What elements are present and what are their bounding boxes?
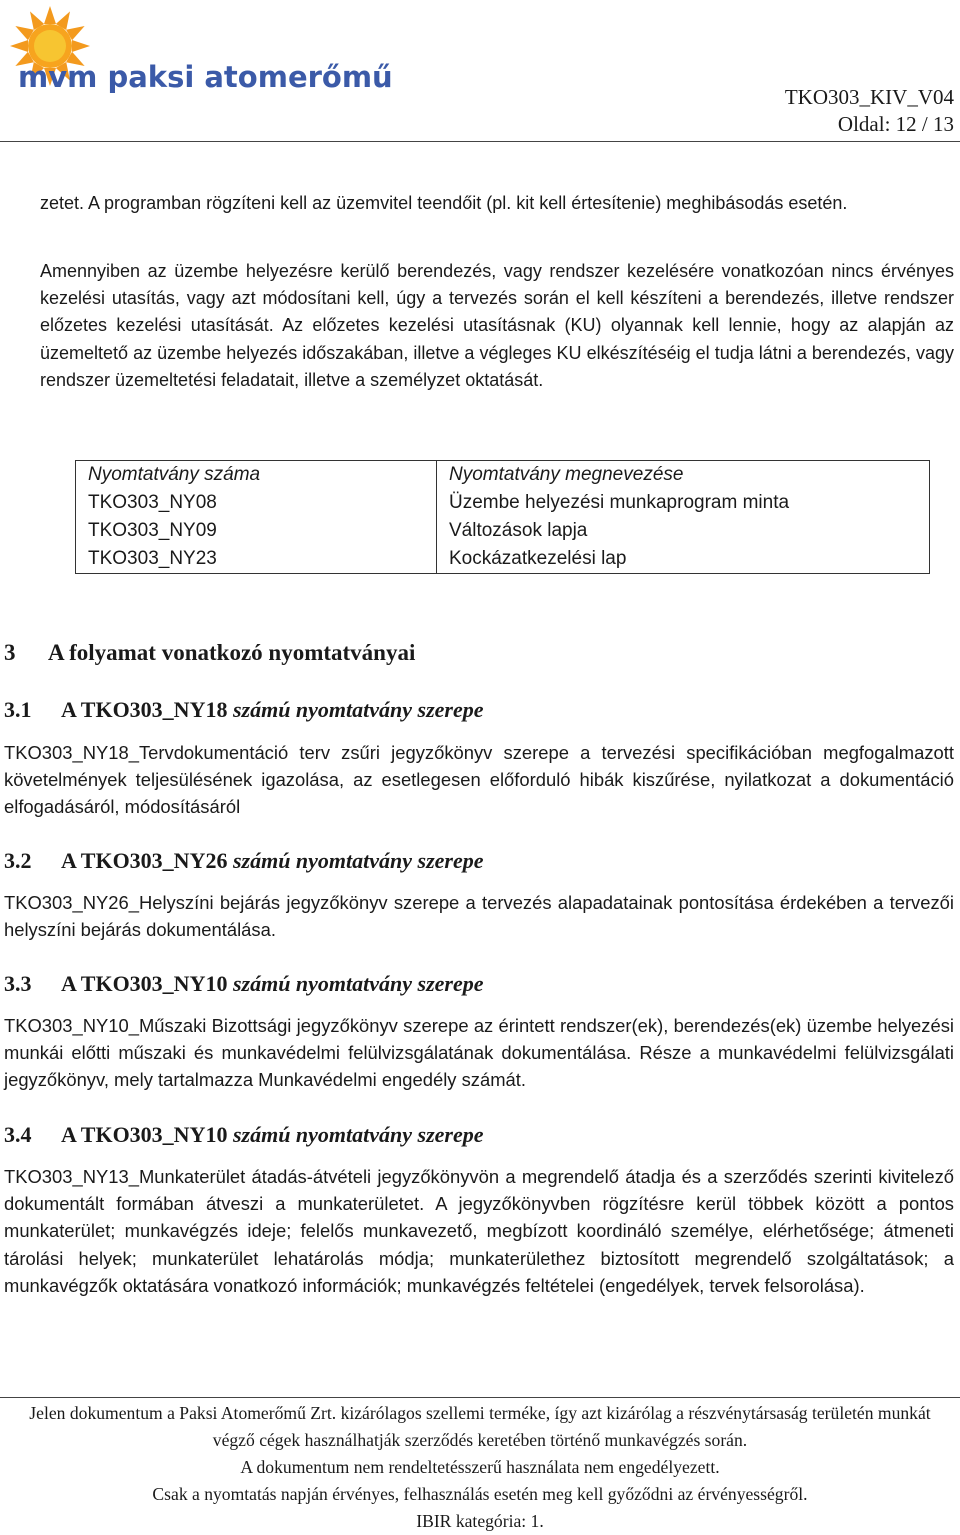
subsection-heading	[4, 1122, 484, 1148]
subsection-title: A TKO303_NY18	[61, 697, 228, 722]
section-heading	[4, 640, 415, 666]
table-row	[76, 489, 930, 517]
footer-usage-notice: A dokumentum nem rendeltetésszerű használata nem engedélyezett.	[240, 1457, 720, 1477]
subsection-title-italic: számú nyomtatvány szerepe	[232, 971, 484, 996]
form-name-cell: Üzembe helyezési munkaprogram minta	[437, 489, 930, 517]
subsection-title-italic: számú nyomtatvány szerepe	[232, 848, 484, 873]
section-number: 3	[4, 640, 16, 665]
subsection-title: A TKO303_NY10	[61, 1122, 228, 1147]
subsection-number: 3.1	[4, 697, 32, 722]
page-number: Oldal: 12 / 13	[837, 112, 954, 136]
subsection-title: A TKO303_NY10	[61, 971, 228, 996]
forms-table	[75, 460, 930, 574]
subsection-text: TKO303_NY18_Tervdokumentáció terv zsűri jegyzőkönyv szerepe a tervezési specifikációban megfogalmazott követelmények teljesülésének igazolása, az esetlegesen előforduló hibák kiszűrése, nyilatkozat a dokumentáció elfogadásáról, módosításáról	[4, 742, 954, 818]
subsection-heading	[4, 971, 484, 997]
subsection-title-italic: számú nyomtatvány szerepe	[232, 697, 484, 722]
subsection-text: TKO303_NY26_Helyszíni bejárás jegyzőkönyv szerepe a tervezés alapadatainak pontosítása érdekében a tervezői helyszíni bejárás dokumentálása.	[4, 892, 954, 941]
page-footer	[0, 1400, 960, 1535]
logo-prefix: mvm	[18, 60, 98, 94]
header-divider	[0, 141, 960, 142]
subsection-title: A TKO303_NY26	[61, 848, 228, 873]
company-logo	[4, 4, 393, 100]
table-row	[76, 517, 930, 545]
logo-name: paksi atomerőmű	[107, 60, 393, 94]
subsection-heading	[4, 697, 484, 723]
section-title: A folyamat vonatkozó nyomtatványai	[48, 640, 416, 665]
table-row	[76, 545, 930, 574]
footer-category: IBIR kategória: 1.	[416, 1511, 544, 1531]
table-header-cell: Nyomtatvány száma	[76, 461, 437, 490]
subsection-heading	[4, 848, 484, 874]
form-number-cell: TKO303_NY09	[76, 517, 437, 545]
table-header-row	[76, 461, 930, 490]
logo-wordmark	[18, 60, 393, 94]
subsection-text: TKO303_NY13_Munkaterület átadás-átvételi jegyzőkönyvön a megrendelő átadja és a szerződés szerinti kivitelező dokumentált formában átveszi a munkaterületet. A jegyzőkönyvben rögzítésre kerül többek között a pontos munkaterület; munkavégzés ideje; felelős munkavezető, megbízott koordináló személye, elérhetősége; átmeneti tárolási helyek; munkaterület lehatárolás módja; munkaterülethez biztosított megrendelő szolgáltatások; a munkavégzők oktatására vonatkozó információk; munkavégzés feltételei (engedélyek, tervek felsorolása).	[4, 1166, 954, 1296]
form-name-cell: Változások lapja	[437, 517, 930, 545]
table-header-cell: Nyomtatvány megnevezése	[437, 461, 930, 490]
subsection-number: 3.4	[4, 1122, 32, 1147]
page-header	[0, 0, 960, 142]
document-identifier	[785, 84, 954, 138]
footer-divider	[0, 1397, 960, 1398]
subsection-title-italic: számú nyomtatvány szerepe	[232, 1122, 484, 1147]
form-number-cell: TKO303_NY08	[76, 489, 437, 517]
footer-validity-notice: Csak a nyomtatás napján érvényes, felhasználás esetén meg kell győződni az érvényességről.	[152, 1484, 808, 1504]
subsection-number: 3.2	[4, 848, 32, 873]
footer-copyright: Jelen dokumentum a Paksi Atomerőmű Zrt. kizárólagos szellemi terméke, így azt kizárólag a részvénytársaság területén munkát végző cégek használhatják szerződés keretében történő munkavégzés során.	[29, 1403, 931, 1450]
paragraph-preliminary-instructions: Amennyiben az üzembe helyezésre kerülő berendezés, vagy rendszer kezelésére vonatkozóan nincs érvényes kezelési utasítás, vagy azt módosítani kell, úgy a tervezés során el kell készíteni a berendezés, illetve rendszer előzetes kezelési utasítását. Az előzetes kezelési utasításnak (KU) olyannak kell lennie, hogy az alapján az üzemeltető az üzembe helyezés időszakában, illetve a végleges KU elkészítéséig el tudja látni a berendezés, vagy rendszer üzemeltetési feladatait, illetve a személyzet oktatását.	[40, 261, 954, 390]
doc-code: TKO303_KIV_V04	[784, 85, 954, 109]
form-name-cell: Kockázatkezelési lap	[437, 545, 930, 574]
subsection-text: TKO303_NY10_Műszaki Bizottsági jegyzőkönyv szerepe az érintett rendszer(ek), berendezés(ek) üzembe helyezési munkái előtti műszaki és munkavédelmi felülvizsgálatának dokumentálása. Része a munkavédelmi felülvizsgálati jegyzőkönyv, mely tartalmazza Munkavédelmi engedély számát.	[4, 1015, 954, 1091]
subsection-number: 3.3	[4, 971, 32, 996]
paragraph-continuation: zetet. A programban rögzíteni kell az üzemvitel teendőit (pl. kit kell értesítenie) meghibásodás esetén.	[40, 193, 848, 213]
form-number-cell: TKO303_NY23	[76, 545, 437, 574]
